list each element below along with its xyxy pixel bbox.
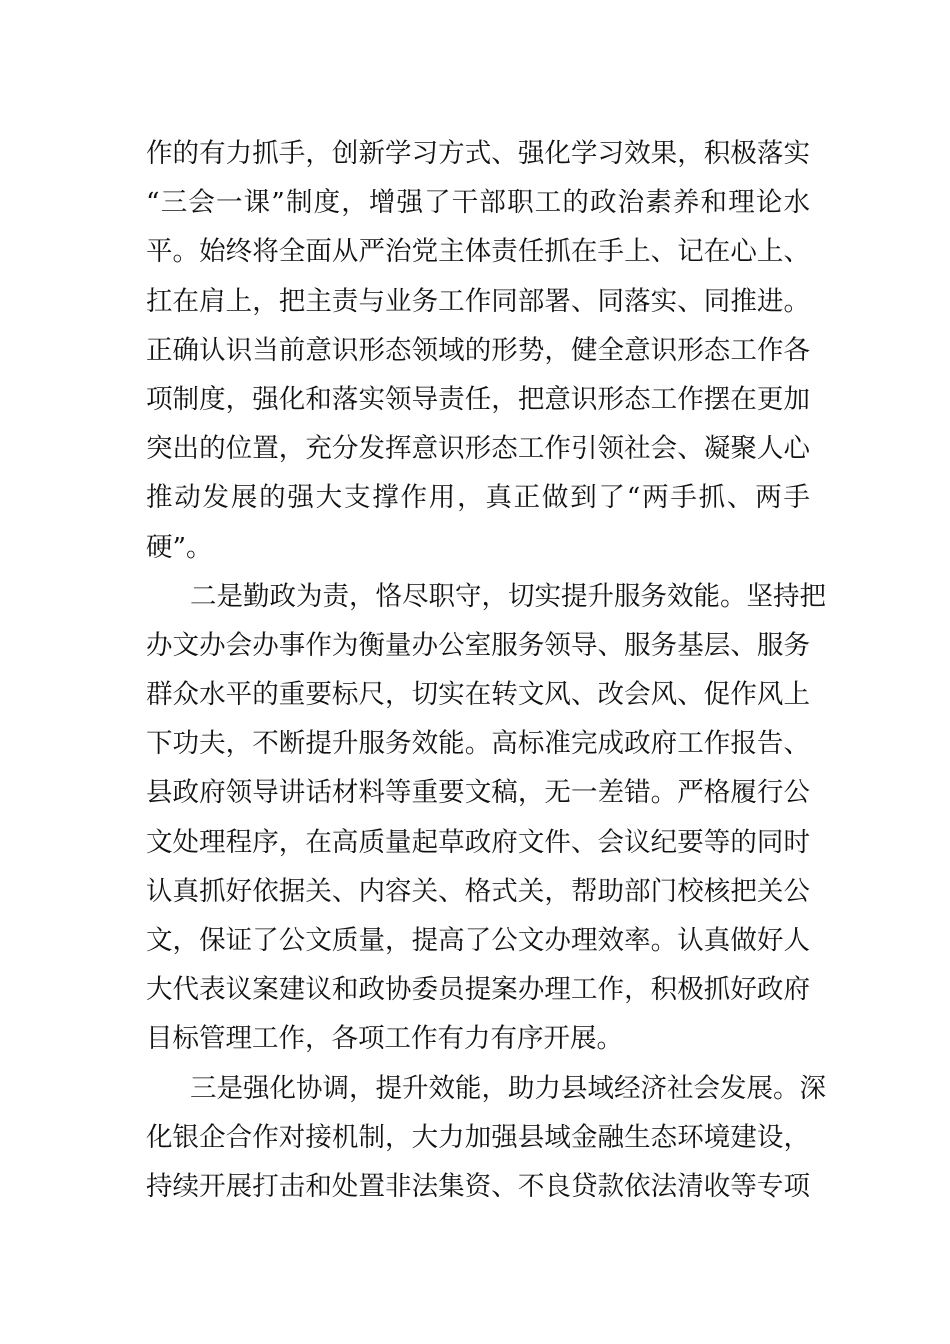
text-line-22: 持续开展打击和处置非法集资、不良贷款依法清收等专项 bbox=[146, 1170, 810, 1202]
text-line-16: 认真抓好依据关、内容关、格式关，帮助部门校核把关公 bbox=[146, 875, 810, 907]
text-line-3: 平。始终将全面从严治党主体责任抓在手上、记在心上、 bbox=[146, 236, 810, 268]
text-line-2: “三会一课”制度，增强了干部职工的政治素养和理论水 bbox=[146, 187, 810, 219]
text-line-17: 文，保证了公文质量，提高了公文办理效率。认真做好人 bbox=[146, 925, 810, 956]
text-line-12: 群众水平的重要标尺，切实在转文风、改会风、促作风上 bbox=[146, 679, 810, 711]
text-line-21: 化银企合作对接机制，大力加强县域金融生态环境建设， bbox=[146, 1121, 810, 1153]
text-line-18: 大代表议案建议和政协委员提案办理工作，积极抓好政府 bbox=[146, 974, 810, 1006]
text-line-19: 目标管理工作，各项工作有力有序开展。 bbox=[146, 1023, 623, 1055]
text-line-9: 硬”。 bbox=[146, 531, 213, 563]
text-line-4: 扛在肩上，把主责与业务工作同部署、同落实、同推进。 bbox=[146, 285, 810, 317]
text-line-14: 县政府领导讲话材料等重要文稿，无一差错。严格履行公 bbox=[146, 777, 810, 809]
text-line-1: 作的有力抓手，创新学习方式、强化学习效果，积极落实 bbox=[146, 138, 810, 169]
text-line-13: 下功夫，不断提升服务效能。高标准完成政府工作报告、 bbox=[146, 728, 810, 760]
paragraph-3-line-1: 三是强化协调，提升效能，助力县域经济社会发展。深 bbox=[190, 1072, 826, 1104]
text-line-6: 项制度，强化和落实领导责任，把意识形态工作摆在更加 bbox=[146, 383, 810, 415]
text-line-11: 办文办会办事作为衡量办公室服务领导、服务基层、服务 bbox=[146, 629, 810, 661]
text-line-7: 突出的位置，充分发挥意识形态工作引领社会、凝聚人心 bbox=[146, 433, 810, 465]
body-text bbox=[146, 129, 826, 1211]
text-line-8: 推动发展的强大支撑作用，真正做到了“两手抓、两手 bbox=[146, 482, 810, 514]
paragraph-2-line-1: 二是勤政为责，恪尽职守，切实提升服务效能。坚持把 bbox=[190, 580, 826, 612]
text-line-5: 正确认识当前意识形态领域的形势，健全意识形态工作各 bbox=[146, 334, 810, 366]
text-line-15: 文处理程序，在高质量起草政府文件、会议纪要等的同时 bbox=[146, 826, 810, 858]
